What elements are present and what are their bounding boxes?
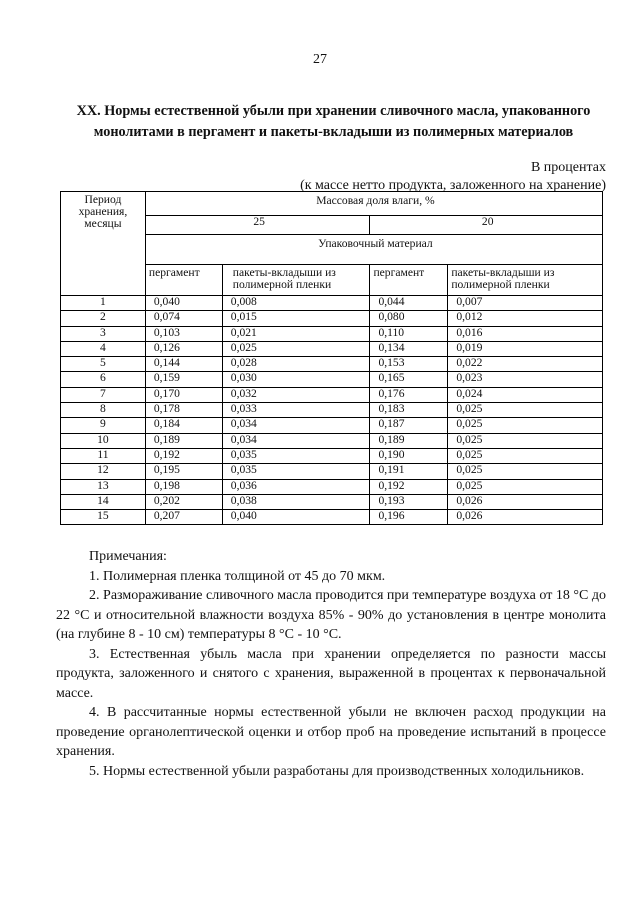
cell-20-bags: 0,026: [448, 494, 603, 509]
cell-20-parchment: 0,196: [370, 510, 448, 525]
col-25-bags: пакеты-вкладыши из полимерной пленки: [222, 265, 370, 296]
table-row: [61, 464, 603, 479]
table-row: [61, 433, 603, 448]
cell-25-bags: 0,034: [222, 433, 370, 448]
cell-25-bags: 0,008: [222, 296, 370, 311]
note-item: 5. Нормы естественной убыли разработаны для производственных холодильников.: [89, 763, 585, 779]
table-row: [61, 510, 603, 525]
row-period: 2: [61, 311, 146, 326]
cell-20-parchment: 0,189: [370, 433, 448, 448]
cell-20-bags: 0,025: [448, 448, 603, 463]
cell-25-parchment: 0,159: [145, 372, 222, 387]
row-period: 6: [61, 372, 146, 387]
table-row: [61, 479, 603, 494]
cell-25-parchment: 0,074: [145, 311, 222, 326]
cell-25-bags: 0,038: [222, 494, 370, 509]
natural-loss-table: [60, 191, 603, 525]
cell-25-parchment: 0,040: [145, 296, 222, 311]
table-row: [61, 448, 603, 463]
cell-20-bags: 0,012: [448, 311, 603, 326]
moisture-25-header: 25: [145, 216, 370, 235]
notes-section: [56, 547, 606, 781]
cell-20-bags: 0,007: [448, 296, 603, 311]
row-period: 3: [61, 326, 146, 341]
cell-20-parchment: 0,176: [370, 387, 448, 402]
cell-25-parchment: 0,207: [145, 510, 222, 525]
cell-25-bags: 0,030: [222, 372, 370, 387]
cell-20-bags: 0,019: [448, 341, 603, 356]
row-period: 8: [61, 403, 146, 418]
cell-25-parchment: 0,192: [145, 448, 222, 463]
cell-25-parchment: 0,189: [145, 433, 222, 448]
table-row: [61, 311, 603, 326]
cell-20-bags: 0,016: [448, 326, 603, 341]
units-line-2: (к массе нетто продукта, заложенного на хранение): [300, 178, 606, 193]
cell-25-parchment: 0,198: [145, 479, 222, 494]
row-period: 9: [61, 418, 146, 433]
cell-25-bags: 0,028: [222, 357, 370, 372]
notes-heading: Примечания:: [89, 549, 167, 564]
moisture-header: Массовая доля влаги, %: [145, 192, 602, 216]
cell-20-parchment: 0,134: [370, 341, 448, 356]
cell-25-parchment: 0,184: [145, 418, 222, 433]
cell-25-bags: 0,035: [222, 448, 370, 463]
cell-25-bags: 0,036: [222, 479, 370, 494]
note-item: 3. Естественная убыль масла при хранении определяется по разности массы продукта, заложенного и снятого с хранения, выраженной в процентах к первоначальной массе.: [56, 646, 606, 701]
cell-25-parchment: 0,202: [145, 494, 222, 509]
page-number: 27: [313, 52, 327, 67]
cell-20-bags: 0,025: [448, 403, 603, 418]
cell-20-parchment: 0,165: [370, 372, 448, 387]
note-item: 4. В рассчитанные нормы естественной убыли не включен расход продукции на проведение органолептической оценки и отбор проб на проведение испытаний в процессе хранения.: [56, 705, 606, 759]
cell-20-parchment: 0,193: [370, 494, 448, 509]
cell-20-parchment: 0,044: [370, 296, 448, 311]
cell-20-parchment: 0,190: [370, 448, 448, 463]
packaging-header: Упаковочный материал: [145, 235, 602, 265]
cell-25-parchment: 0,170: [145, 387, 222, 402]
cell-20-parchment: 0,153: [370, 357, 448, 372]
row-period: 13: [61, 479, 146, 494]
row-period: 11: [61, 448, 146, 463]
row-period: 15: [61, 510, 146, 525]
cell-20-bags: 0,025: [448, 433, 603, 448]
table-row: [61, 326, 603, 341]
row-period: 7: [61, 387, 146, 402]
cell-25-parchment: 0,126: [145, 341, 222, 356]
table-row: [61, 357, 603, 372]
table-row: [61, 372, 603, 387]
row-period: 14: [61, 494, 146, 509]
cell-25-parchment: 0,195: [145, 464, 222, 479]
moisture-20-header: 20: [370, 216, 603, 235]
note-item: 2. Размораживание сливочного масла проводится при температуре воздуха от 18 °С до 22 °С и относительной влажности воздуха 85% - 90% до установления в центре монолита (на глубине 8 - 10 см) температуры 8 °С - 10 °С.: [56, 588, 606, 642]
note-item: 1. Полимерная пленка толщиной от 45 до 70 мкм.: [89, 568, 386, 584]
col-20-parchment: пергамент: [370, 265, 448, 296]
table-row: [61, 418, 603, 433]
cell-20-bags: 0,023: [448, 372, 603, 387]
cell-20-bags: 0,024: [448, 387, 603, 402]
cell-20-bags: 0,022: [448, 357, 603, 372]
cell-20-bags: 0,025: [448, 418, 603, 433]
cell-25-bags: 0,033: [222, 403, 370, 418]
cell-20-bags: 0,025: [448, 464, 603, 479]
units-line-1: В процентах: [530, 160, 606, 175]
cell-25-parchment: 0,103: [145, 326, 222, 341]
cell-20-parchment: 0,110: [370, 326, 448, 341]
cell-25-bags: 0,021: [222, 326, 370, 341]
col-20-bags: пакеты-вкладыши из полимерной пленки: [448, 265, 603, 296]
cell-20-parchment: 0,192: [370, 479, 448, 494]
cell-20-bags: 0,025: [448, 479, 603, 494]
row-period: 4: [61, 341, 146, 356]
cell-25-bags: 0,015: [222, 311, 370, 326]
cell-25-parchment: 0,178: [145, 403, 222, 418]
row-period: 10: [61, 433, 146, 448]
cell-25-bags: 0,032: [222, 387, 370, 402]
cell-25-bags: 0,034: [222, 418, 370, 433]
units-note: [276, 159, 606, 195]
row-period: 5: [61, 357, 146, 372]
table-row: [61, 494, 603, 509]
table-row: [61, 341, 603, 356]
table-row: [61, 403, 603, 418]
document-title: XX. Нормы естественной убыли при хранении сливочного масла, упакованного монолитами в пергамент и пакеты-вкладыши из полимерных материалов: [76, 103, 591, 140]
cell-20-parchment: 0,187: [370, 418, 448, 433]
cell-25-bags: 0,035: [222, 464, 370, 479]
cell-25-bags: 0,025: [222, 341, 370, 356]
period-header: Период хранения, месяцы: [61, 192, 146, 296]
cell-20-parchment: 0,080: [370, 311, 448, 326]
table-row: [61, 387, 603, 402]
cell-20-parchment: 0,191: [370, 464, 448, 479]
row-period: 1: [61, 296, 146, 311]
cell-25-parchment: 0,144: [145, 357, 222, 372]
cell-20-bags: 0,026: [448, 510, 603, 525]
col-25-parchment: пергамент: [145, 265, 222, 296]
table-row: [61, 296, 603, 311]
cell-25-bags: 0,040: [222, 510, 370, 525]
cell-20-parchment: 0,183: [370, 403, 448, 418]
row-period: 12: [61, 464, 146, 479]
